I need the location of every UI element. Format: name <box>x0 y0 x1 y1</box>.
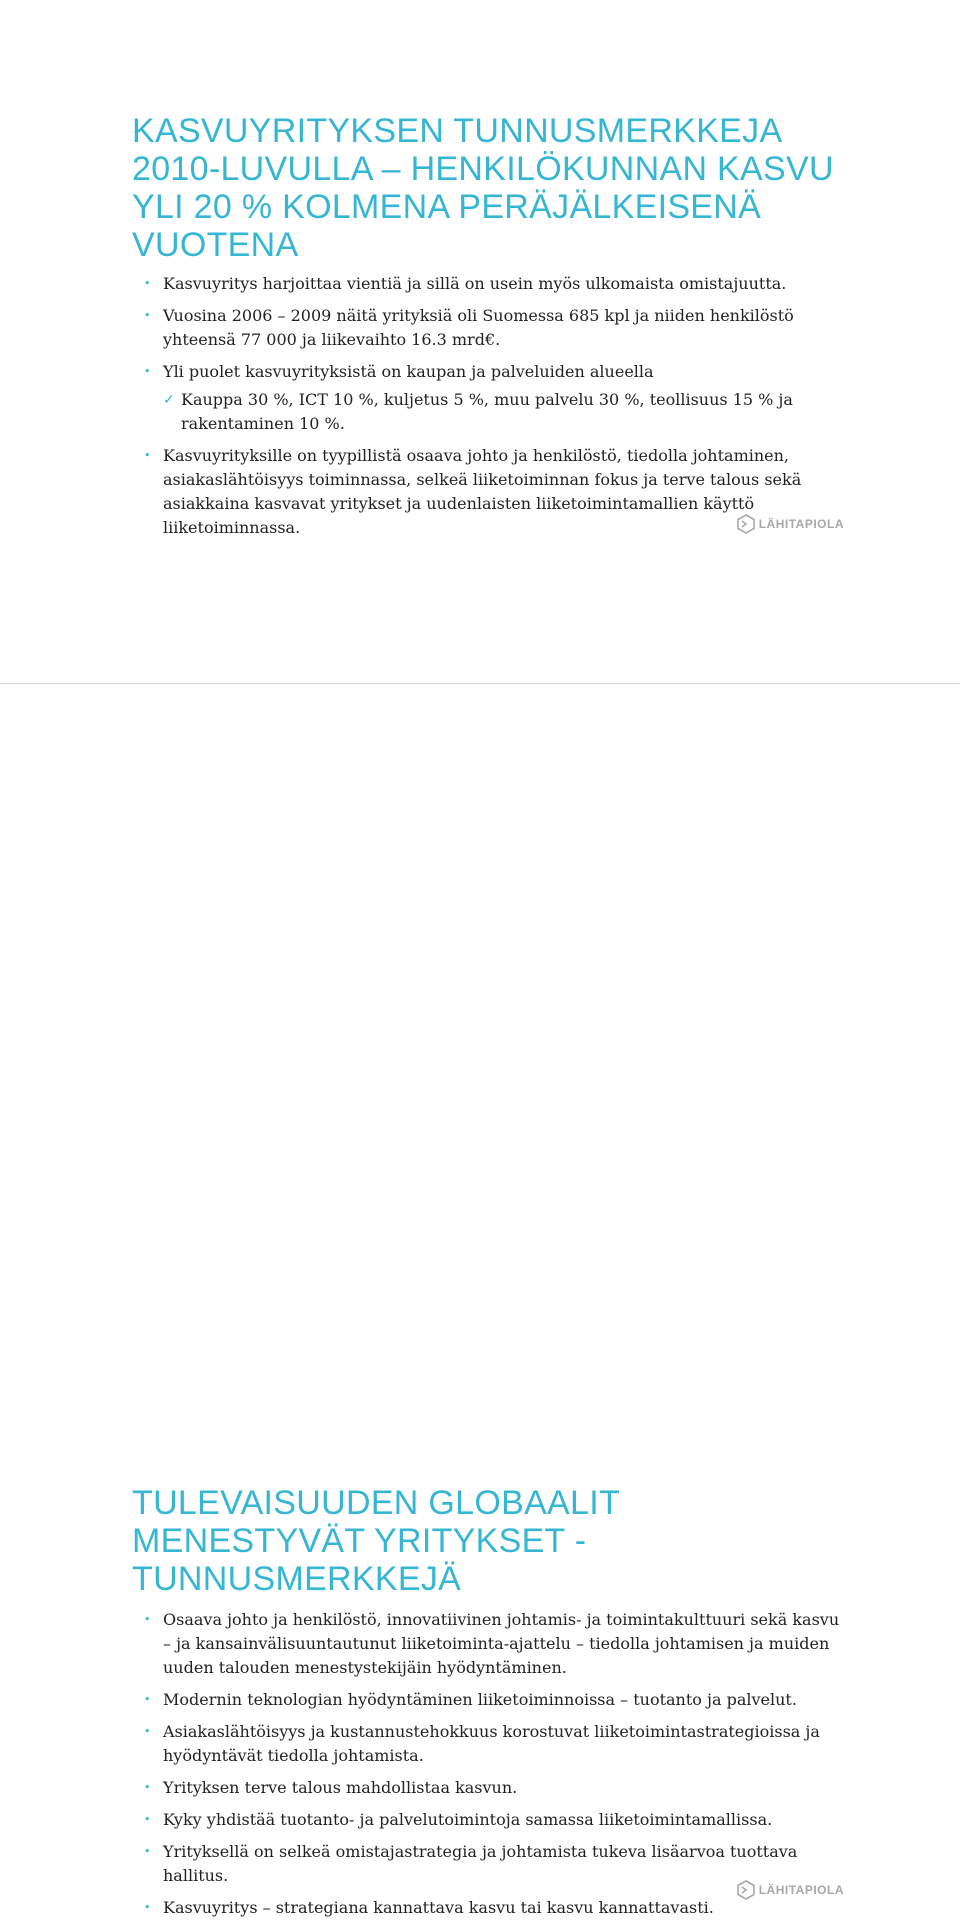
slide-title <box>132 1484 892 1598</box>
checkmark-icon: ✓ <box>163 392 175 408</box>
bullet-text: Vuosina 2006 – 2009 näitä yrityksiä oli Suomessa 685 kpl ja niiden henkilöstö yhteensä 77 000 ja liikevaihto 16.3 mrd€. <box>163 306 794 349</box>
bullet-dot-icon: • <box>144 1845 151 1858</box>
bullet-dot-icon: • <box>144 1781 151 1794</box>
title-line: KASVUYRITYKSEN TUNNUSMERKKEJA <box>132 112 783 150</box>
bullet-text: Kasvuyritys – strategiana kannattava kasvu tai kasvu kannattavasti. <box>163 1898 714 1917</box>
bullet-item <box>144 1720 844 1768</box>
bullet-text: Kyky yhdistää tuotanto- ja palvelutoimintoja samassa liiketoimintamallissa. <box>163 1810 773 1829</box>
bullet-item <box>144 1688 844 1712</box>
bullet-text: Modernin teknologian hyödyntäminen liiketoiminnoissa – tuotanto ja palvelut. <box>163 1690 797 1709</box>
bullet-dot-icon: • <box>144 1725 151 1738</box>
sub-bullet-item <box>163 388 844 436</box>
title-line: TUNNUSMERKKEJÄ <box>132 1560 462 1598</box>
bullet-dot-icon: • <box>144 365 151 378</box>
title-line: MENESTYVÄT YRITYKSET - <box>132 1522 587 1560</box>
title-line: YLI 20 % KOLMENA PERÄJÄLKEISENÄ <box>132 188 762 226</box>
bullet-item <box>144 1808 844 1832</box>
lahitapiola-logo-icon <box>736 1880 756 1900</box>
bullet-item <box>144 1776 844 1800</box>
bullet-dot-icon: • <box>144 1693 151 1706</box>
logo-text: LÄHITAPIOLA <box>758 517 844 531</box>
bullet-dot-icon: • <box>144 277 151 290</box>
slide-2 <box>0 684 960 1917</box>
bullet-text: Yrityksellä on selkeä omistajastrategia ja johtamista tukeva lisäarvoa tuottava hallitus. <box>163 1842 798 1885</box>
slide-1 <box>0 0 960 684</box>
lahitapiola-logo <box>736 514 844 534</box>
bullet-text: Asiakaslähtöisyys ja kustannustehokkuus korostuvat liiketoimintastrategioissa ja hyödyntävät tiedolla johtamista. <box>163 1722 820 1765</box>
lahitapiola-logo <box>736 1880 844 1900</box>
title-line: VUOTENA <box>132 226 299 264</box>
bullet-item <box>144 1608 844 1680</box>
bullet-dot-icon: • <box>144 1901 151 1914</box>
bullet-list <box>144 272 844 548</box>
sub-bullet-list <box>163 388 844 436</box>
bullet-text: Kasvuyritys harjoittaa vientiä ja sillä on usein myös ulkomaista omistajuutta. <box>163 274 787 293</box>
bullet-dot-icon: • <box>144 1613 151 1626</box>
title-line: TULEVAISUUDEN GLOBAALIT <box>132 1484 621 1522</box>
lahitapiola-logo-icon <box>736 514 756 534</box>
bullet-item <box>144 304 844 352</box>
bullet-text: Yli puolet kasvuyrityksistä on kaupan ja palveluiden alueella <box>163 362 654 381</box>
bullet-dot-icon: • <box>144 1813 151 1826</box>
bullet-text: Yrityksen terve talous mahdollistaa kasvun. <box>163 1778 518 1797</box>
slide-title <box>132 112 912 264</box>
bullet-item <box>144 360 844 436</box>
bullet-dot-icon: • <box>144 309 151 322</box>
bullet-text: Osaava johto ja henkilöstö, innovatiivinen johtamis- ja toimintakulttuuri sekä kasvu – ja kansainvälisuuntautunut liiketoiminta-ajattelu – tiedolla johtamisen ja muiden uuden talouden menestystekijäin hyödyntäminen. <box>163 1610 840 1677</box>
bullet-item <box>144 272 844 296</box>
logo-text: LÄHITAPIOLA <box>758 1883 844 1897</box>
sub-bullet-text: Kauppa 30 %, ICT 10 %, kuljetus 5 %, muu palvelu 30 %, teollisuus 15 % ja rakentaminen 10 %. <box>181 390 793 433</box>
bullet-dot-icon: • <box>144 449 151 462</box>
bullet-text: Kasvuyrityksille on tyypillistä osaava johto ja henkilöstö, tiedolla johtaminen, asiakaslähtöisyys toiminnassa, selkeä liiketoiminnan fokus ja terve talous sekä asiakkaina kasvavat yritykset ja uudenlaisten liiketoimintamallien käyttö liiketoiminnassa. <box>163 446 802 537</box>
title-line: 2010-LUVULLA – HENKILÖKUNNAN KASVU <box>132 150 834 188</box>
